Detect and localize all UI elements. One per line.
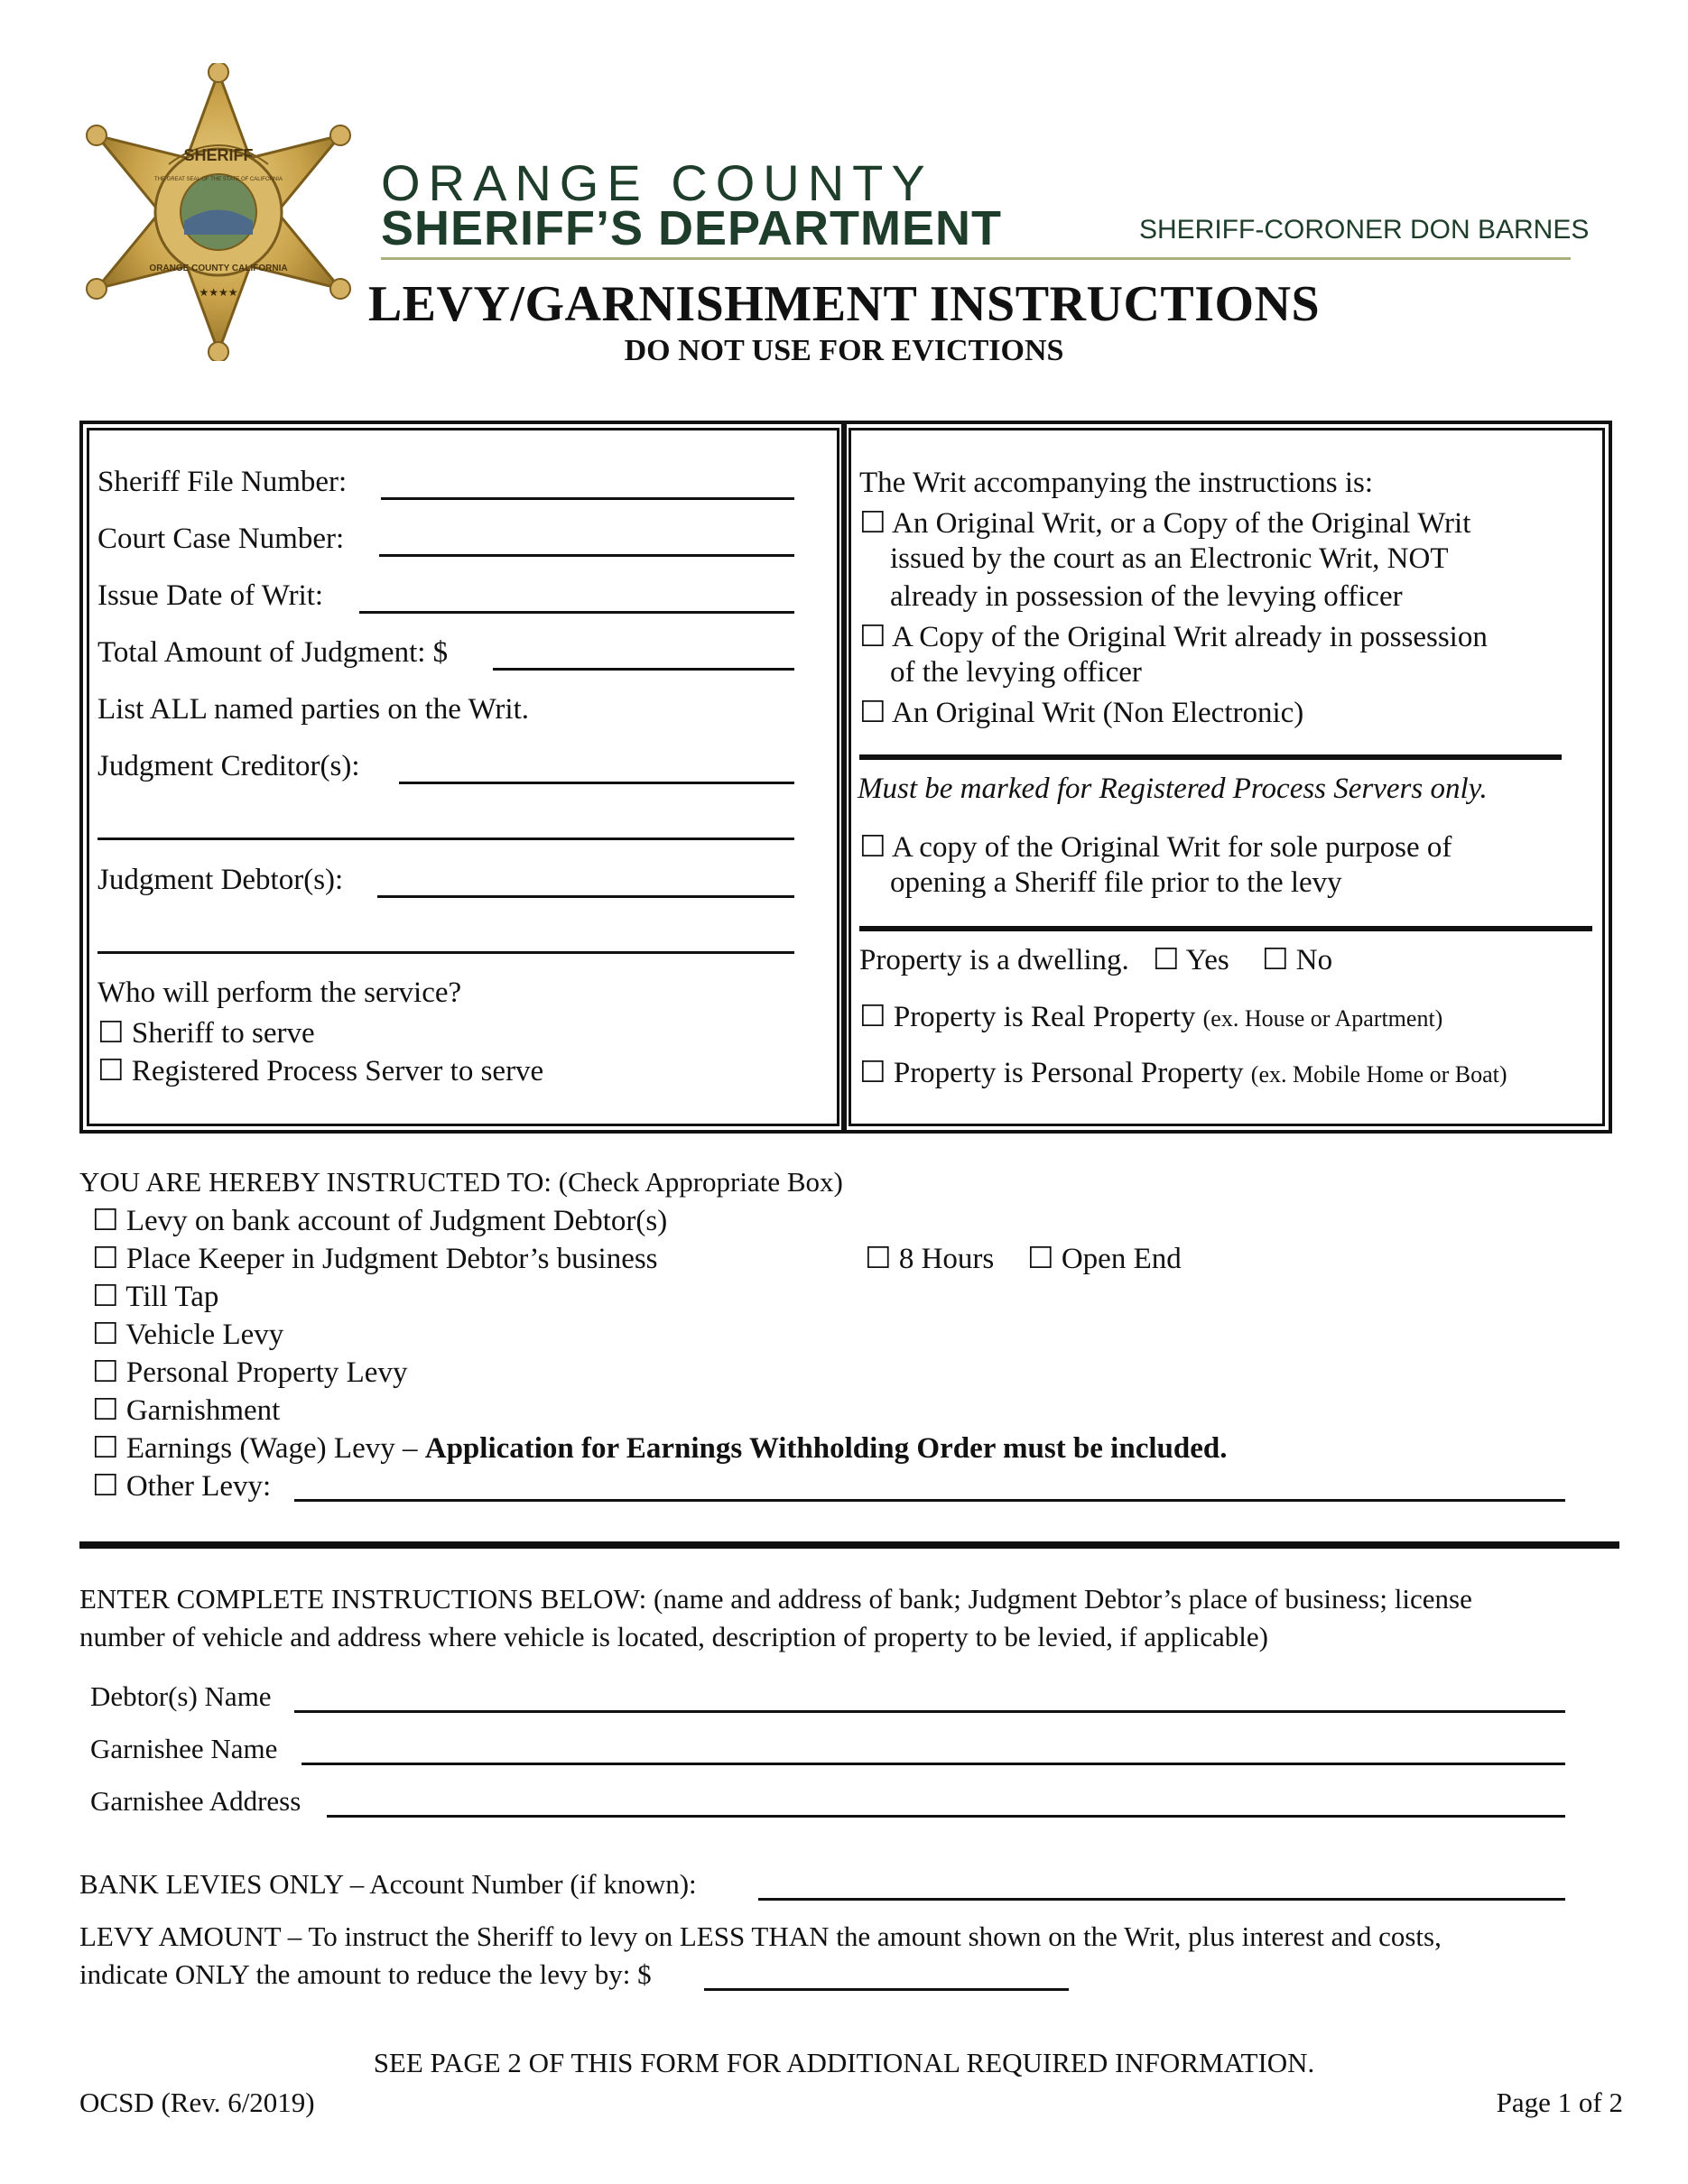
- checkbox-icon[interactable]: ☐: [92, 1470, 119, 1503]
- checkbox-icon[interactable]: ☐: [865, 1243, 892, 1275]
- till-tap-label: Till Tap: [125, 1281, 219, 1313]
- writ-option-copy[interactable]: [859, 618, 1488, 654]
- list-parties-label: List ALL named parties on the Writ.: [97, 693, 529, 726]
- dwelling-yes-label: Yes: [1185, 944, 1229, 976]
- who-performs-label: Who will perform the service?: [97, 976, 462, 1009]
- garnishee-name-field[interactable]: [301, 1763, 1565, 1765]
- bank-account-label: BANK LEVIES ONLY – Account Number (if known):: [79, 1868, 697, 1900]
- process-server-label: Registered Process Server to serve: [131, 1055, 544, 1087]
- levy-amount-line2: indicate ONLY the amount to reduce the levy by: $: [79, 1958, 652, 1990]
- writ-option-rps[interactable]: [859, 828, 1451, 865]
- personal-property-levy-option[interactable]: [92, 1354, 407, 1390]
- writ-option-rps-line1: A copy of the Original Writ for sole purpose of: [892, 831, 1452, 864]
- eight-hours-option[interactable]: [865, 1240, 994, 1276]
- writ-option-copy-line1: A Copy of the Original Writ already in possession: [892, 621, 1488, 653]
- agency-name-line2: SHERIFF’S DEPARTMENT: [381, 201, 1003, 255]
- vehicle-levy-option[interactable]: [92, 1316, 283, 1352]
- badge-top-text: SHERIFF: [183, 146, 254, 164]
- form-revision: OCSD (Rev. 6/2019): [79, 2087, 315, 2118]
- garnishee-address-field[interactable]: [327, 1815, 1565, 1818]
- form-title: LEVY/GARNISHMENT INSTRUCTIONS: [367, 276, 1321, 332]
- judgment-debtors-field-2[interactable]: [97, 951, 794, 954]
- dwelling-label: Property is a dwelling.: [859, 944, 1129, 976]
- header-rule: [381, 257, 1571, 260]
- checkbox-icon[interactable]: ☐: [92, 1281, 119, 1313]
- personal-property-levy-label: Personal Property Levy: [125, 1356, 408, 1389]
- details-heading-line1: ENTER COMPLETE INSTRUCTIONS BELOW: (name and address of bank; Judgment Debtor’s place of business; license: [79, 1583, 1472, 1615]
- garnishee-address-label: Garnishee Address: [90, 1785, 301, 1817]
- writ-option-electronic-line3: already in possession of the levying officer: [890, 580, 1403, 613]
- writ-option-rps-line2: opening a Sheriff file prior to the levy: [890, 866, 1342, 899]
- sheriff-file-number-label: Sheriff File Number:: [97, 466, 348, 498]
- debtor-name-label: Debtor(s) Name: [90, 1680, 272, 1712]
- dwelling-no-label: No: [1295, 944, 1333, 976]
- total-amount-field[interactable]: [493, 668, 794, 671]
- writ-option-electronic-line2: issued by the court as an Electronic Writ, NOT: [890, 542, 1449, 575]
- sheriff-to-serve-option[interactable]: [97, 1014, 315, 1050]
- judgment-debtors-field[interactable]: [377, 895, 794, 898]
- earnings-levy-option[interactable]: [92, 1430, 1227, 1466]
- right-box-divider-2: [859, 926, 1592, 931]
- rps-note: Must be marked for Registered Process Servers only.: [858, 773, 1488, 805]
- issue-date-field[interactable]: [359, 611, 794, 614]
- checkbox-icon[interactable]: ☐: [92, 1432, 119, 1465]
- checkbox-icon[interactable]: ☐: [1027, 1243, 1054, 1275]
- dwelling-no-option[interactable]: [1262, 944, 1332, 976]
- checkbox-icon[interactable]: ☐: [859, 1057, 886, 1089]
- see-page2-note: SEE PAGE 2 OF THIS FORM FOR ADDITIONAL REQUIRED INFORMATION.: [373, 2047, 1315, 2078]
- right-box-divider-1: [859, 754, 1562, 760]
- details-heading-line2: number of vehicle and address where vehicle is located, description of property to be levied, if applicable): [79, 1621, 1269, 1652]
- real-property-label: Property is Real Property: [893, 1001, 1196, 1033]
- open-end-label: Open End: [1061, 1243, 1182, 1275]
- dwelling-yes-option[interactable]: [1153, 944, 1237, 976]
- badge-bottom-text: ORANGE COUNTY CALIFORNIA: [149, 264, 288, 273]
- checkbox-icon[interactable]: ☐: [859, 507, 886, 540]
- writ-option-electronic-line1: An Original Writ, or a Copy of the Original Writ: [892, 507, 1471, 540]
- checkbox-icon[interactable]: ☐: [92, 1319, 119, 1351]
- checkbox-icon[interactable]: ☐: [97, 1055, 125, 1087]
- checkbox-icon[interactable]: ☐: [859, 697, 886, 729]
- personal-property-example: (ex. Mobile Home or Boat): [1250, 1061, 1507, 1087]
- place-keeper-option[interactable]: [92, 1240, 658, 1276]
- eight-hours-label: 8 Hours: [898, 1243, 995, 1275]
- agency-name-line1: ORANGE COUNTY: [381, 154, 933, 211]
- writ-option-copy-line2: of the levying officer: [890, 656, 1142, 689]
- earnings-levy-label: Earnings (Wage) Levy –: [125, 1432, 425, 1465]
- judgment-creditors-field[interactable]: [399, 782, 794, 784]
- place-keeper-label: Place Keeper in Judgment Debtor’s business: [125, 1243, 658, 1275]
- dwelling-row: [859, 941, 1332, 977]
- other-levy-label: Other Levy:: [125, 1470, 272, 1503]
- writ-option-original[interactable]: [859, 694, 1303, 730]
- writ-option-original-label: An Original Writ (Non Electronic): [892, 697, 1304, 729]
- checkbox-icon[interactable]: ☐: [1153, 944, 1180, 976]
- debtor-name-field[interactable]: [294, 1710, 1565, 1713]
- sheriff-to-serve-label: Sheriff to serve: [131, 1017, 315, 1050]
- judgment-debtors-label: Judgment Debtor(s):: [97, 864, 344, 896]
- issue-date-label: Issue Date of Writ:: [97, 579, 324, 612]
- court-case-number-label: Court Case Number:: [97, 523, 345, 555]
- garnishment-option[interactable]: [92, 1392, 280, 1428]
- other-levy-option[interactable]: [92, 1467, 271, 1504]
- bank-account-field[interactable]: [758, 1898, 1565, 1901]
- judgment-creditors-label: Judgment Creditor(s):: [97, 750, 360, 782]
- form-subtitle: DO NOT USE FOR EVICTIONS: [624, 334, 1064, 367]
- total-amount-label: Total Amount of Judgment: $: [97, 636, 449, 669]
- levy-amount-line1: LEVY AMOUNT – To instruct the Sheriff to levy on LESS THAN the amount shown on the Writ, plus interest and costs,: [79, 1920, 1442, 1952]
- personal-property-option[interactable]: [859, 1054, 1507, 1090]
- section-divider: [79, 1541, 1619, 1549]
- writ-option-electronic[interactable]: [859, 504, 1470, 541]
- levy-amount-field[interactable]: [704, 1988, 1069, 1991]
- real-property-option[interactable]: [859, 998, 1442, 1034]
- personal-property-label: Property is Personal Property: [893, 1057, 1244, 1089]
- writ-intro-label: The Writ accompanying the instructions is:: [859, 467, 1374, 499]
- checkbox-icon[interactable]: ☐: [92, 1243, 119, 1275]
- bank-levy-label: Levy on bank account of Judgment Debtor(s): [125, 1205, 668, 1237]
- sheriff-name: SHERIFF-CORONER DON BARNES: [1139, 215, 1590, 245]
- checkbox-icon[interactable]: ☐: [92, 1356, 119, 1389]
- checkbox-icon[interactable]: ☐: [97, 1017, 125, 1050]
- checkbox-icon[interactable]: ☐: [92, 1394, 119, 1427]
- till-tap-option[interactable]: [92, 1278, 218, 1314]
- process-server-option[interactable]: [97, 1052, 543, 1088]
- garnishment-label: Garnishment: [125, 1394, 281, 1427]
- page-number: Page 1 of 2: [1496, 2087, 1623, 2118]
- garnishee-name-label: Garnishee Name: [90, 1733, 278, 1764]
- bank-levy-option[interactable]: [92, 1202, 667, 1238]
- court-case-number-field[interactable]: [379, 554, 794, 557]
- checkbox-icon[interactable]: ☐: [1261, 944, 1289, 976]
- vehicle-levy-label: Vehicle Levy: [125, 1319, 284, 1351]
- badge-stars: ★★★★: [199, 286, 238, 299]
- checkbox-icon[interactable]: ☐: [859, 831, 886, 864]
- badge-seal-text: THE GREAT SEAL OF THE STATE OF CALIFORNIA: [154, 177, 283, 182]
- other-levy-field[interactable]: [294, 1499, 1565, 1502]
- instructions-heading: YOU ARE HEREBY INSTRUCTED TO: (Check Appropriate Box): [79, 1166, 843, 1198]
- checkbox-icon[interactable]: ☐: [92, 1205, 119, 1237]
- checkbox-icon[interactable]: ☐: [859, 621, 886, 653]
- real-property-example: (ex. House or Apartment): [1202, 1005, 1443, 1032]
- sheriff-file-number-field[interactable]: [381, 497, 794, 500]
- earnings-levy-note: Application for Earnings Withholding Order must be included.: [424, 1432, 1228, 1465]
- open-end-option[interactable]: [1027, 1240, 1182, 1276]
- checkbox-icon[interactable]: ☐: [859, 1001, 886, 1033]
- judgment-creditors-field-2[interactable]: [97, 838, 794, 840]
